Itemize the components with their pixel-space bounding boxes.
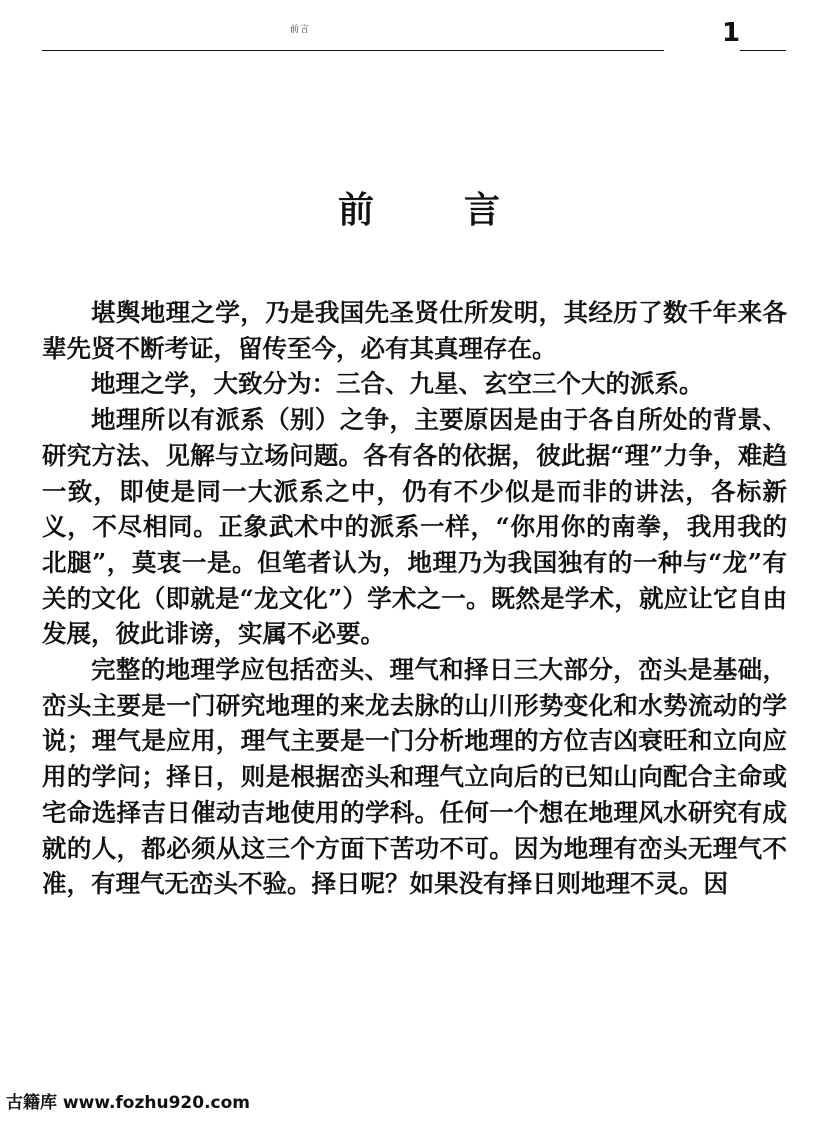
paragraph-4: 完整的地理学应包括峦头、理气和择日三大部分，峦头是基础，峦头主要是一门研究地理的来龙去脉的山川形势变化和水势流动的学说；理气是应用，理气主要是一门分析地理的方位吉凶衰旺和立向应用的学问；择日，则是根据峦头和理气立向后的已知山向配合主命或宅命选择吉日催动吉地使用的学科。任何一个想在地理风水研究有成就的人，都必须从这三个方面下苦功不可。因为地理有峦头无理气不准，有理气无峦头不验。择日呢？如果没有择日则地理不灵。因 <box>42 655 787 899</box>
page-number: 1 <box>722 18 741 48</box>
title-char-2: 言 <box>464 190 501 231</box>
header-rule <box>42 50 664 51</box>
running-header: 前言 <box>290 25 311 35</box>
paragraph-3: 地理所以有派系（别）之争，主要原因是由于各自所处的背景、研究方法、见解与立场问题。各有各的依据，彼此据“理”力争，难趋一致，即使是同一大派系之中，仍有不少似是而非的讲法，各标新义，不尽相同。正象武术中的派系一样，“你用你的南拳，我用我的北腿”，莫衷一是。但笔者认为，地理乃为我国独有的一种与“龙”有关的文化（即就是“龙文化”）学术之一。既然是学术，就应让它自由发展，彼此诽谤，实属不必要。 <box>42 405 787 649</box>
body-text <box>42 295 787 902</box>
footer-watermark: 古籍库 www.fozhu920.com <box>6 1093 250 1113</box>
title-char-1: 前 <box>337 190 374 231</box>
chapter-title <box>0 182 838 233</box>
page-number-rule <box>740 50 786 51</box>
paragraph-1: 堪舆地理之学，乃是我国先圣贤仕所发明，其经历了数千年来各辈先贤不断考证，留传至今，必有其真理存在。 <box>42 298 787 363</box>
paragraph-2: 地理之学，大致分为：三合、九星、玄空三个大的派系。 <box>91 369 704 399</box>
